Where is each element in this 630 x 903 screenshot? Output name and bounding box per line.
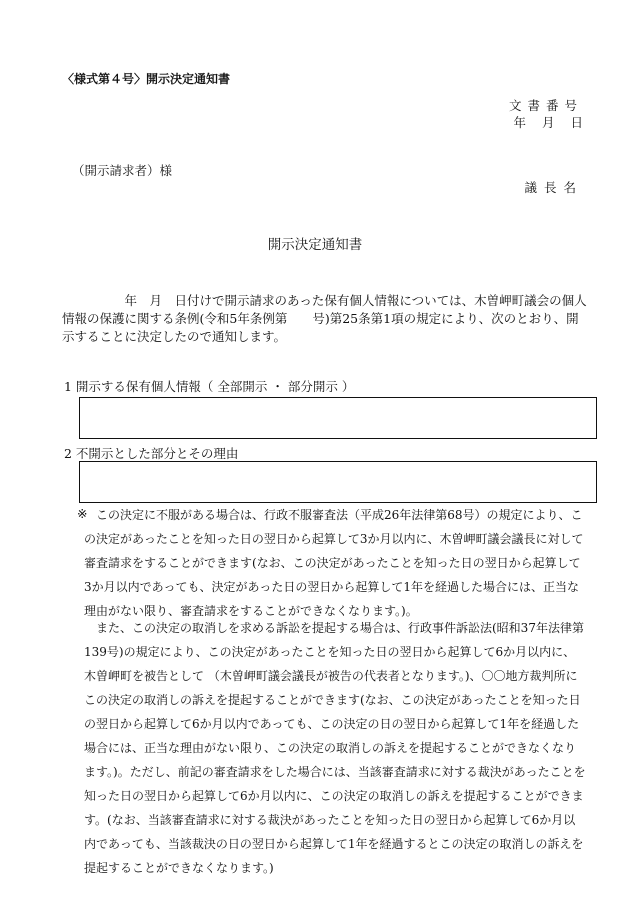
item2-heading: 2 不開示とした部分とその理由 — [64, 446, 239, 461]
appeal-note: この決定に不服がある場合は、行政不服審査法（平成26年法律第68号）の規定により、この決定があったことを知った日の翌日から起算して3か月以内に、木曽岬町議会議長に対して審査請求をすることができます(なお、この決定があったことを知った日の翌日から起算して3か月以内であっても、決定があった日の翌日から起算して1年を経過した場合には、正当な理由がない限り、審査請求をすることができなくなります。)。 — [84, 508, 584, 618]
year-label: 年 — [513, 115, 526, 130]
item2-box — [79, 461, 597, 503]
document-title: 開示決定通知書 — [267, 237, 363, 253]
notice-body: 年 月 日付けで開示請求のあった保有個人情報については、木曽岬町議会の個人情報の保護に関する条例(令和5年条例第 号)第25条第1項の規定により、次のとおり、開示することに決定したので通知します。 — [62, 293, 587, 344]
month-label: 月 — [541, 115, 555, 130]
date-line — [507, 113, 583, 131]
item1-box — [79, 397, 597, 439]
lawsuit-note: また、この決定の取消しを求める訴訟を提起する場合は、行政事件訴訟法(昭和37年法律第139号)の規定により、この決定があったことを知った日の翌日から起算して6か月以内に、木曽岬町を被告として （木曽岬町議会議長が被告の代表者となります。)、〇〇地方裁判所にこの決定の取消しの訴えを提起することができます(なお、この決定があったことを知った日の翌日から起算して6か月以内であっても、この決定の日の翌日から起算して1年を経過した場合には、正当な理由がない限り、この決定の取消しの訴えを提起することができなくなります。)。ただし、前記の審査請求をした場合には、当該審査請求に対する裁決があったことを知った日の翌日から起算して6か月以内に、この決定の取消しの訴えを提起することができます。(なお、当該審査請求に対する裁決があったことを知った日の翌日から起算して6か月以内であっても、当該裁決の日の翌日から起算して1年を経過するとこの決定の取消しの訴えを提起することができなくなります。) — [84, 621, 586, 875]
chair-name-label: 議長名 — [524, 180, 583, 195]
requester-line: （開示請求者）様 — [72, 163, 173, 178]
note-mark: ※ — [77, 506, 88, 521]
item1-heading: 1 開示する保有個人情報（ 全部開示 ・ 部分開示 ） — [64, 379, 355, 394]
document-number-label: 文書番号 — [508, 98, 583, 113]
form-number: 〈様式第４号〉開示決定通知書 — [62, 72, 231, 86]
day-label: 日 — [570, 115, 583, 130]
